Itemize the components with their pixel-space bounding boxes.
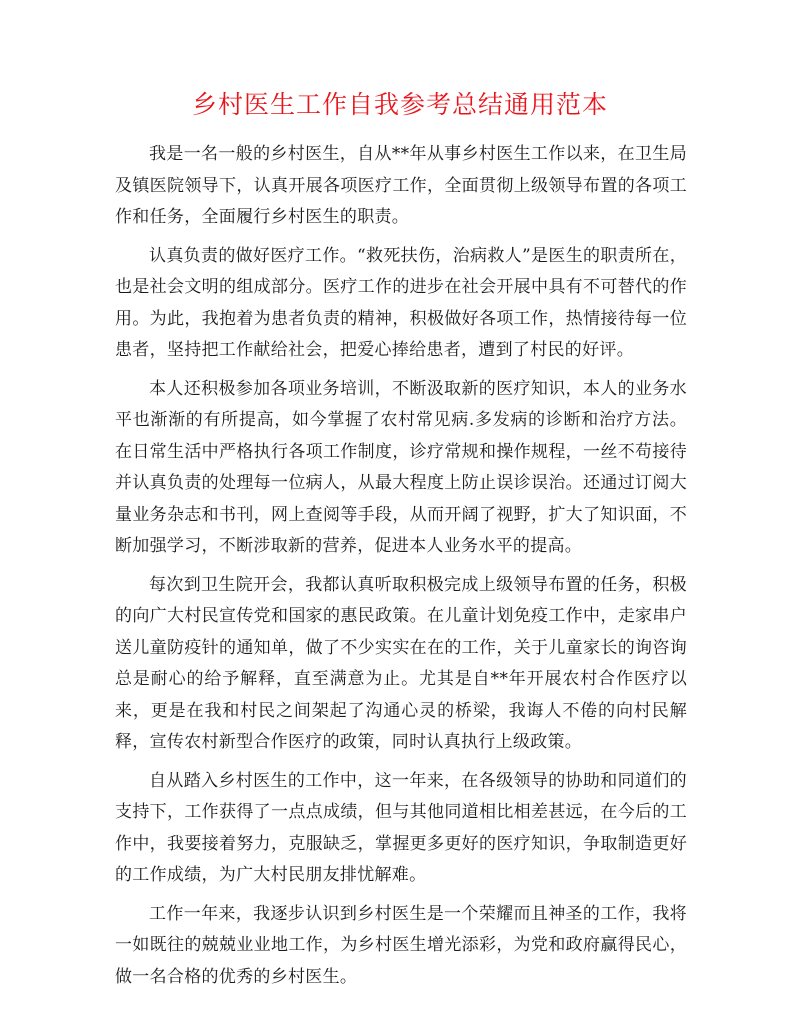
document-body [115, 139, 687, 1000]
document-title: 乡村医生工作自我参考总结通用范本 [191, 90, 608, 119]
paragraph: 我是一名一般的乡村医生，自从**年从事乡村医生工作以来，在卫生局及镇医院领导下，认真开展各项医疗工作，全面贯彻上级领导布置的各项工作和任务，全面履行乡村医生的职责。 [115, 144, 687, 227]
paragraph: 认真负责的做好医疗工作。“救死扶伤，治病救人”是医生的职责所在，也是社会文明的组成部分。医疗工作的进步在社会开展中具有不可替代的作用。为此，我抱着为患者负责的精神，积极做好各项工作，热情接待每一位患者，坚持把工作献给社会，把爱心捧给患者，遭到了村民的好评。 [115, 245, 687, 360]
paragraph: 每次到卫生院开会，我都认真听取积极完成上级领导布置的任务，积极的向广大村民宣传党和国家的惠民政策。在儿童计划免疫工作中，走家串户送儿童防疫针的通知单，做了不少实实在在的工作，关于儿童家长的询咨询总是耐心的给予解释，直至满意为止。尤其是自**年开展农村合作医疗以来，更是在我和村民之间架起了沟通心灵的桥梁，我诲人不倦的向村民解释，宣传农村新型合作医疗的政策，同时认真执行上级政策。 [115, 574, 687, 752]
paragraph: 工作一年来，我逐步认识到乡村医生是一个荣耀而且神圣的工作，我将一如既往的兢兢业业地工作，为乡村医生增光添彩，为党和政府赢得民心，做一名合格的优秀的乡村医生。 [115, 903, 687, 987]
paragraph: 自从踏入乡村医生的工作中，这一年来，在各级领导的协助和同道们的支持下，工作获得了一点点成绩，但与其他同道相比相差甚远，在今后的工作中，我要接着努力，克服缺乏，掌握更多更好的医疗知识，争取制造更好的工作成绩，为广大村民朋友排忧解难。 [115, 770, 687, 885]
paragraph: 本人还积极参加各项业务培训，不断汲取新的医疗知识，本人的业务水平也渐渐的有所提高，如今掌握了农村常见病.多发病的诊断和治疗方法。在日常生活中严格执行各项工作制度，诊疗常规和操作规程，一丝不苟接待并认真负责的处理每一位病人，从最大程度上防止误诊误治。还通过订阅大量业务杂志和书刊，网上查阅等手段，从而开阔了视野，扩大了知识面，不断加强学习，不断涉取新的营养，促进本人业务水平的提高。 [115, 378, 687, 556]
